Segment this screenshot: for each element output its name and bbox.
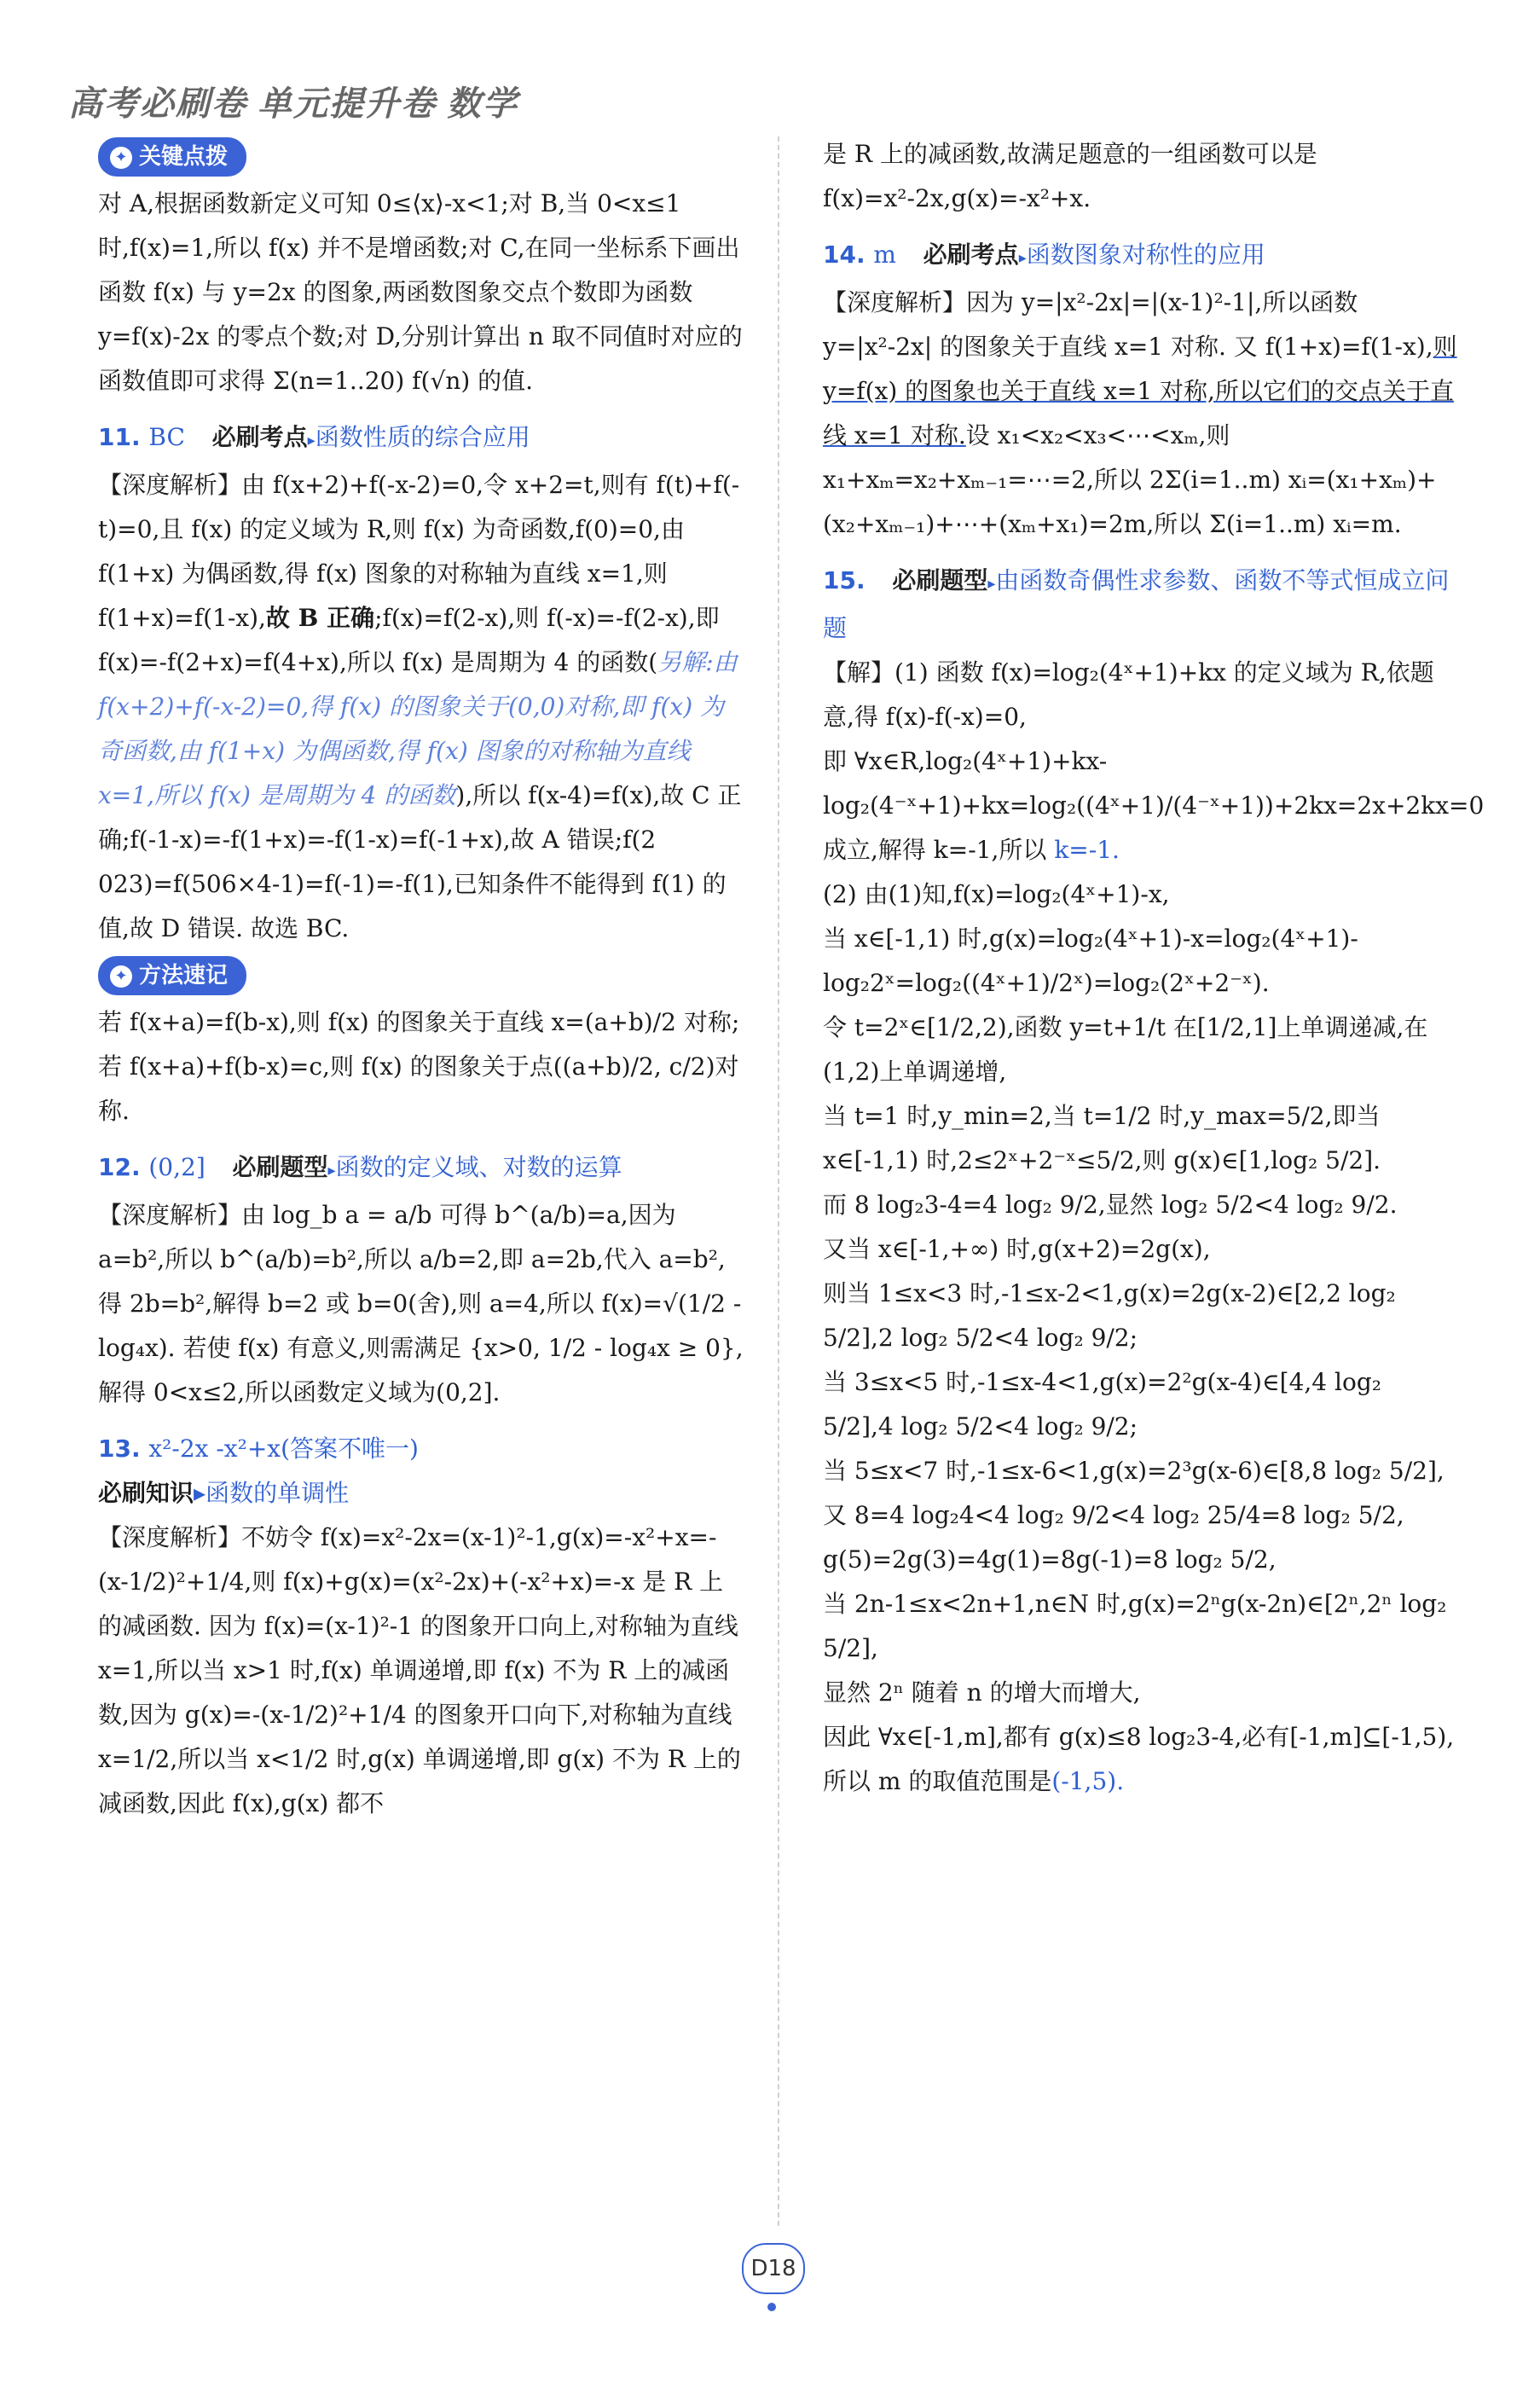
q15-line-11: 当 5≤x<7 时,-1≤x-6<1,g(x)=2³g(x-6)∈[8,8 log₂ 5/2],又 8=4 log₂4<4 log₂ 9/2<4 log₂ 25/4=8 log₂ 5/2, bbox=[823, 1457, 1444, 1529]
method-icon: ✦ bbox=[110, 965, 132, 988]
q14-tag: 必刷考点▸函数图象对称性的应用 bbox=[923, 241, 1265, 269]
triangle-icon: ▸ bbox=[307, 432, 316, 449]
q12-solution: 【深度解析】由 log_b a = a/b 可得 b^(a/b)=a,因为 a=b²,所以 b^(a/b)=b²,所以 a/b=2,即 a=2b,代入 a=b²,得 2b=b²,解得 b=2 或 b=0(舍),则 a=4,所以 f(x)=√(1/2 - log₄x). 若使 f(x) 有意义,则需满足 {x>0, 1/2 - log₄x ≥ 0},解得 0<x≤2,所以函数定义域为(0,2]. bbox=[98, 1201, 744, 1406]
q14-solution: 【深度解析】因为 y=|x²-2x|=|(x-1)²-1|,所以函数 y=|x²-2x| 的图象关于直线 x=1 对称. 又 f(1+x)=f(1-x),则 y=f(x) 的图象也关于直线 x=1 对称,所以它们的交点关于直线 x=1 对称.设 x₁<x₂<x₃<⋯<xₘ,则 x₁+xₘ=x₂+xₘ₋₁=⋯=2,所以 2Σ(i=1..m) xᵢ=(x₁+xₘ)+(x₂+xₘ₋₁)+⋯+(xₘ+x₁)=2m,所以 Σ(i=1..m) xᵢ=m. bbox=[823, 288, 1457, 538]
q15-line-5: 令 t=2ˣ∈[1/2,2),函数 y=t+1/t 在[1/2,1]上单调递减,在(1,2)上单调递增, bbox=[823, 1013, 1428, 1086]
q15-line-10: 当 3≤x<5 时,-1≤x-4<1,g(x)=2²g(x-4)∈[4,4 log₂ 5/2],4 log₂ 5/2<4 log₂ 9/2; bbox=[823, 1368, 1381, 1440]
left-column bbox=[98, 132, 746, 1826]
q13-header: 13. x²-2x -x²+x(答案不唯一) bbox=[98, 1435, 419, 1463]
q15-line-8: 又当 x∈[-1,+∞) 时,g(x+2)=2g(x), bbox=[823, 1235, 1211, 1263]
q11-tag: 必刷考点▸函数性质的综合应用 bbox=[211, 423, 530, 451]
q15-line-3: (2) 由(1)知,f(x)=log₂(4ˣ+1)-x, bbox=[823, 880, 1170, 908]
method-badge: ✦ 方法速记 bbox=[98, 956, 246, 995]
page-header: 高考必刷卷 单元提升卷 数学 bbox=[68, 84, 518, 123]
q15-line-6: 当 t=1 时,y_min=2,当 t=1/2 时,y_max=5/2,即当 x∈[-1,1) 时,2≤2ˣ+2⁻ˣ≤5/2,则 g(x)∈[1,log₂ 5/2]. bbox=[823, 1102, 1381, 1174]
q15-line-13: 当 2n-1≤x<2n+1,n∈N 时,g(x)=2ⁿg(x-2n)∈[2ⁿ,2ⁿ log₂ 5/2], bbox=[823, 1590, 1447, 1662]
method-rule-2: 若 f(x+a)+f(b-x)=c,则 f(x) 的图象关于点((a+b)/2, c/2)对称. bbox=[98, 1052, 739, 1125]
q12-tag: 必刷题型▸函数的定义域、对数的运算 bbox=[232, 1153, 622, 1181]
q13-continued: 是 R 上的减函数,故满足题意的一组函数可以是 f(x)=x²-2x,g(x)=-x²+x. bbox=[823, 140, 1317, 212]
column-divider bbox=[778, 136, 779, 2226]
bulb-icon: ✦ bbox=[110, 147, 132, 169]
q15-line-1: 【解】(1) 函数 f(x)=log₂(4ˣ+1)+kx 的定义域为 R,依题意,得 f(x)-f(-x)=0, bbox=[823, 658, 1434, 731]
triangle-icon: ▸ bbox=[987, 575, 996, 593]
q15-tag: 必刷题型▸由函数奇偶性求参数、函数不等式恒成立问题 bbox=[823, 566, 1450, 642]
triangle-icon: ▸ bbox=[327, 1162, 336, 1180]
q14-header: 14. m 必刷考点▸函数图象对称性的应用 bbox=[823, 241, 1265, 269]
q15-header: 15. 必刷题型▸由函数奇偶性求参数、函数不等式恒成立问题 bbox=[823, 566, 1450, 642]
page-number: D18 bbox=[742, 2243, 805, 2294]
q15-line-12: g(5)=2g(3)=4g(1)=8g(-1)=8 log₂ 5/2, bbox=[823, 1545, 1277, 1574]
q15-line-7: 而 8 log₂3-4=4 log₂ 9/2,显然 log₂ 5/2<4 log₂ 9/2. bbox=[823, 1191, 1398, 1219]
q15-line-4: 当 x∈[-1,1) 时,g(x)=log₂(4ˣ+1)-x=log₂(4ˣ+1)-log₂2ˣ=log₂((4ˣ+1)/2ˣ)=log₂(2ˣ+2⁻ˣ). bbox=[823, 924, 1358, 997]
triangle-icon: ▸ bbox=[1018, 249, 1027, 267]
right-column bbox=[823, 132, 1485, 1804]
key-points-text: 对 A,根据函数新定义可知 0≤⟨x⟩-x<1;对 B,当 0<x≤1 时,f(x)=1,所以 f(x) 并不是增函数;对 C,在同一坐标系下画出函数 f(x) 与 y=2x 的图象,两函数图象交点个数即为函数 y=f(x)-2x 的零点个数;对 D,分别计算出 n 取不同值时对应的函数值即可求得 Σ(n=1..20) f(√n) 的值. bbox=[98, 189, 743, 395]
q11-header: 11. BC 必刷考点▸函数性质的综合应用 bbox=[98, 423, 530, 451]
q15-line-9: 则当 1≤x<3 时,-1≤x-2<1,g(x)=2g(x-2)∈[2,2 log₂ 5/2],2 log₂ 5/2<4 log₂ 9/2; bbox=[823, 1279, 1396, 1352]
q15-line-14: 显然 2ⁿ 随着 n 的增大而增大, bbox=[823, 1678, 1141, 1707]
q11-solution: 【深度解析】由 f(x+2)+f(-x-2)=0,令 x+2=t,则有 f(t)+f(-t)=0,且 f(x) 的定义域为 R,则 f(x) 为奇函数,f(0)=0,由 f(1+x) 为偶函数,得 f(x) 图象的对称轴为直线 x=1,则 f(1+x)=f(1-x),故 B 正确;f(x)=f(2-x),则 f(-x)=-f(2-x),即 f(x)=-f(2+x)=f(4+x),所以 f(x) 是周期为 4 的函数(另解:由 f(x+2)+f(-x-2)=0,得 f(x) 的图象关于(0,0)对称,即 f(x) 为奇函数,由 f(1+x) 为偶函数,得 f(x) 图象的对称轴为直线 x=1,所以 f(x) 是周期为 4 的函数),所以 f(x-4)=f(x),故 C 正确;f(-1-x)=-f(1+x)=-f(1-x)=f(-1+x),故 A 错误;f(2 023)=f(506×4-1)=f(-1)=-f(1),已知条件不能得到 f(1) 的值,故 D 错误. 故选 BC. bbox=[98, 471, 742, 942]
q13-solution: 【深度解析】不妨令 f(x)=x²-2x=(x-1)²-1,g(x)=-x²+x=-(x-1/2)²+1/4,则 f(x)+g(x)=(x²-2x)+(-x²+x)=-x 是 R 上的减函数. 因为 f(x)=(x-1)²-1 的图象开口向上,对称轴为直线 x=1,所以当 x>1 时,f(x) 单调递增,即 f(x) 不为 R 上的减函数,因为 g(x)=-(x-1/2)²+1/4 的图象开口向下,对称轴为直线 x=1/2,所以当 x<1/2 时,g(x) 单调递增,即 g(x) 不为 R 上的减函数,因此 f(x),g(x) 都不 bbox=[98, 1523, 741, 1817]
q13-tag: 必刷知识▸函数的单调性 bbox=[98, 1479, 350, 1507]
page-dot bbox=[767, 2303, 776, 2311]
q15-line-2: 即 ∀x∈R,log₂(4ˣ+1)+kx-log₂(4⁻ˣ+1)+kx=log₂((4ˣ+1)/(4⁻ˣ+1))+2kx=2x+2kx=0 成立,解得 k=-1,所以 k=-1. bbox=[823, 747, 1485, 864]
triangle-icon: ▸ bbox=[194, 1479, 206, 1507]
key-points-badge: ✦ 关键点拨 bbox=[98, 137, 246, 177]
q12-header: 12. (0,2] 必刷题型▸函数的定义域、对数的运算 bbox=[98, 1153, 622, 1181]
q15-line-16: 所以 m 的取值范围是(-1,5). bbox=[823, 1767, 1125, 1795]
method-rule-1: 若 f(x+a)=f(b-x),则 f(x) 的图象关于直线 x=(a+b)/2 对称; bbox=[98, 1008, 740, 1036]
q15-line-15: 因此 ∀x∈[-1,m],都有 g(x)≤8 log₂3-4,必有[-1,m]⊆[-1,5), bbox=[823, 1723, 1455, 1751]
